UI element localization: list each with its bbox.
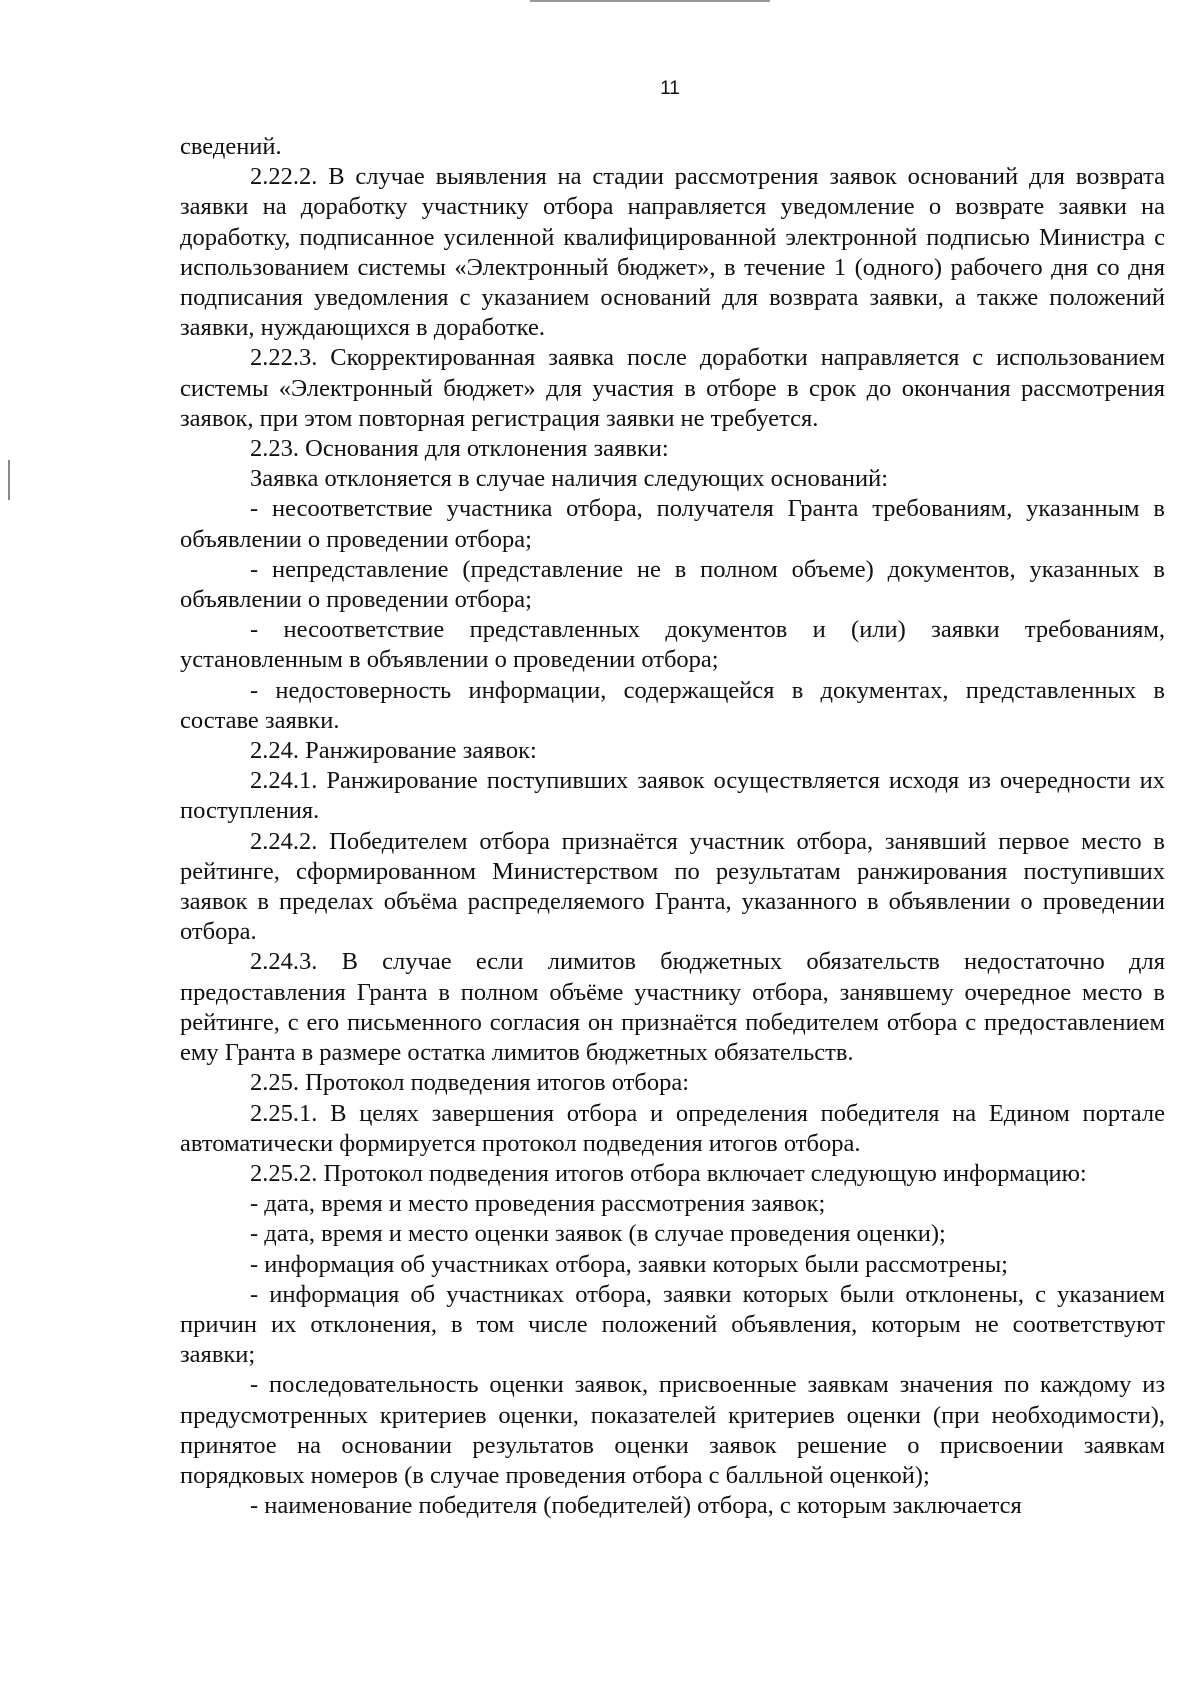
paragraph: 2.23. Основания для отклонения заявки: — [250, 435, 669, 463]
document-body — [180, 132, 1165, 1521]
paragraph: 2.25. Протокол подведения итогов отбора: — [250, 1069, 690, 1097]
list-item: - несоответствие участника отбора, получателя Гранта требованиям, указанным в объявлении о проведении отбора; — [180, 495, 1165, 553]
paragraph: 2.22.2. В случае выявления на стадии рассмотрения заявок оснований для возврата заявки на доработку участнику отбора направляется уведомление о возврате заявки на доработку, подписанное усиленной квалифицированной электронной подписью Министра с использованием системы «Электронный бюджет», в течение 1 (одного) рабочего дня со дня подписания уведомления с указанием оснований для возврата заявки, а также положений заявки, нуждающихся в доработке. — [180, 163, 1165, 342]
list-item: - дата, время и место оценки заявок (в случае проведения оценки); — [250, 1220, 946, 1248]
list-item: - информация об участниках отбора, заявки которых были отклонены, с указанием причин их отклонения, в том числе положений объявления, которым не соответствуют заявки; — [180, 1280, 1165, 1369]
list-item: - непредставление (представление не в полном объеме) документов, указанных в объявлении о проведении отбора; — [180, 555, 1165, 614]
list-item: - наименование победителя (победителей) отбора, с которым заключается — [250, 1492, 1022, 1520]
paragraph: 2.25.2. Протокол подведения итогов отбора включает следующую информацию: — [250, 1159, 1087, 1187]
list-item: - недостоверность информации, содержащейся в документах, представленных в составе заявки. — [180, 676, 1165, 734]
paragraph: 2.24.1. Ранжирование поступивших заявок осуществляется исходя из очередности их поступления. — [180, 767, 1165, 825]
list-item: - последовательность оценки заявок, присвоенные заявкам значения по каждому из предусмотренных критериев оценки, показателей критериев оценки (при необходимости), принятое на основании результатов оценки заявок решение о присвоении заявкам порядковых номеров (в случае проведения отбора с балльной оценкой); — [180, 1371, 1165, 1489]
paragraph: 2.24. Ранжирование заявок: — [250, 737, 537, 765]
list-item: - информация об участниках отбора, заявки которых были рассмотрены; — [250, 1250, 1008, 1278]
page-number: 11 — [660, 78, 680, 99]
paragraph: 2.22.3. Скорректированная заявка после доработки направляется с использованием системы «Электронный бюджет» для участия в отборе в срок до окончания рассмотрения заявок, при этом повторная регистрация заявки не требуется. — [180, 344, 1165, 432]
list-item: - дата, время и место проведения рассмотрения заявок; — [250, 1190, 826, 1218]
paragraph: 2.24.3. В случае если лимитов бюджетных обязательств недостаточно для предоставления Гранта в полном объёме участнику отбора, занявшему очередное место в рейтинге, с его письменного согласия он признаётся победителем отбора с предоставлением ему Гранта в размере остатка лимитов бюджетных обязательств. — [180, 948, 1165, 1067]
paragraph: 2.24.2. Победителем отбора признаётся участник отбора, занявший первое место в рейтинге, сформированном Министерством по результатам ранжирования поступивших заявок в пределах объёма распределяемого Гранта, указанного в объявлении о проведении отбора. — [180, 827, 1165, 946]
paragraph: 2.25.1. В целях завершения отбора и определения победителя на Едином портале автоматически формируется протокол подведения итогов отбора. — [180, 1099, 1165, 1157]
list-item: - несоответствие представленных документов и (или) заявки требованиям, установленным в объявлении о проведении отбора; — [180, 616, 1165, 674]
paragraph: Заявка отклоняется в случае наличия следующих оснований: — [250, 465, 889, 493]
scan-artifact-left — [8, 460, 10, 500]
paragraph: сведений. — [180, 133, 282, 160]
scan-artifact-top — [530, 0, 770, 2]
